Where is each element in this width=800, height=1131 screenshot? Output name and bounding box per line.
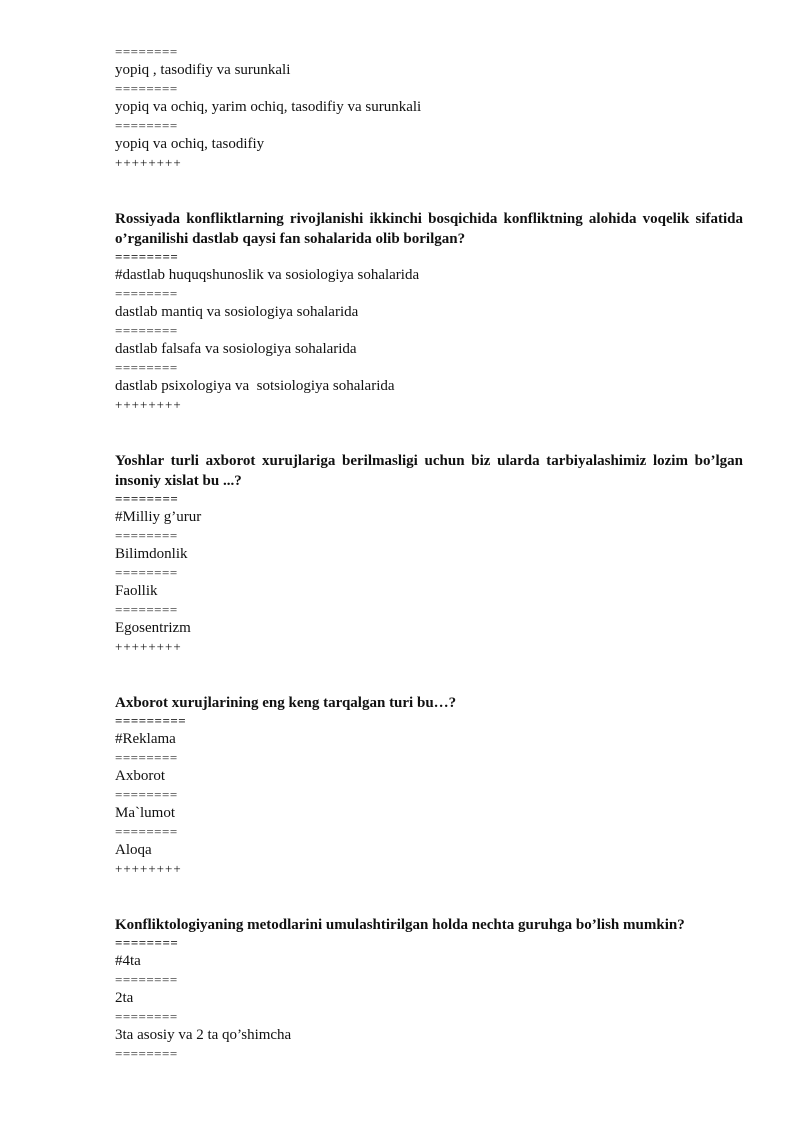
question-block [115,209,743,412]
block-end-marker: ++++++++ [115,155,182,170]
answer-option: dastlab psixologiya va sotsiologiya sohalarida [115,378,395,394]
option-separator: ======== [115,935,179,950]
option-separator: ======== [115,491,179,506]
block-spacer [115,412,743,451]
block-end-marker: ++++++++ [115,639,182,654]
answer-option: yopiq , tasodifiy va surunkali [115,62,291,78]
option-separator: ======== [115,44,178,59]
option-separator: ======== [115,81,178,96]
document-page [115,44,743,1061]
option-separator: ======== [115,323,178,338]
option-separator: ======== [115,528,178,543]
answer-option: Ma`lumot [115,805,175,821]
option-separator: ======== [115,1009,178,1024]
block-spacer [115,654,743,693]
answer-option: 3ta asosiy va 2 ta qo’shimcha [115,1027,292,1043]
option-separator: ======== [115,249,179,264]
block-end-marker: ++++++++ [115,861,182,876]
block-spacer [115,876,743,915]
option-separator: ======== [115,824,178,839]
option-separator: ======== [115,787,178,802]
answer-option-correct: #Reklama [115,731,176,747]
answer-option: dastlab mantiq va sosiologiya sohalarida [115,304,359,320]
question-block [115,44,743,170]
question-block [115,915,743,1061]
option-separator: ======== [115,360,178,375]
question-block [115,451,743,654]
answer-option: yopiq va ochiq, tasodifiy [115,136,265,152]
question-text: Rossiyada konfliktlarning rivojlanishi ikkinchi bosqichida konfliktning alohida voqelik sifatida o’rganilishi dastlab qaysi fan sohalarida olib borilgan? [115,211,743,247]
option-separator: ======== [115,750,178,765]
option-separator: ======== [115,118,178,133]
answer-option-correct: #4ta [115,953,141,969]
answer-option: Faollik [115,583,158,599]
option-separator: ======== [115,602,178,617]
block-spacer [115,170,743,209]
answer-option: Bilimdonlik [115,546,188,562]
option-separator: ======== [115,286,178,301]
question-block [115,693,743,876]
answer-option-correct: #Milliy g’urur [115,509,202,525]
block-end-marker: ++++++++ [115,397,182,412]
answer-option: Aloqa [115,842,152,858]
option-separator: ======== [115,972,178,987]
option-separator: ========= [115,713,187,728]
answer-option: dastlab falsafa va sosiologiya sohalarida [115,341,357,357]
question-text: Yoshlar turli axborot xurujlariga berilmasligi uchun biz ularda tarbiyalashimiz lozim bo’lgan insoniy xislat bu ...? [115,453,743,489]
option-separator: ======== [115,1046,178,1061]
answer-option: 2ta [115,990,134,1006]
option-separator: ======== [115,565,178,580]
answer-option: yopiq va ochiq, yarim ochiq, tasodifiy va surunkali [115,99,422,115]
question-text: Konfliktologiyaning metodlarini umulashtirilgan holda nechta guruhga bo’lish mumkin? [115,917,685,933]
answer-option: Egosentrizm [115,620,191,636]
answer-option: Axborot [115,768,165,784]
answer-option-correct: #dastlab huquqshunoslik va sosiologiya sohalarida [115,267,420,283]
question-text: Axborot xurujlarining eng keng tarqalgan turi bu…? [115,695,457,711]
